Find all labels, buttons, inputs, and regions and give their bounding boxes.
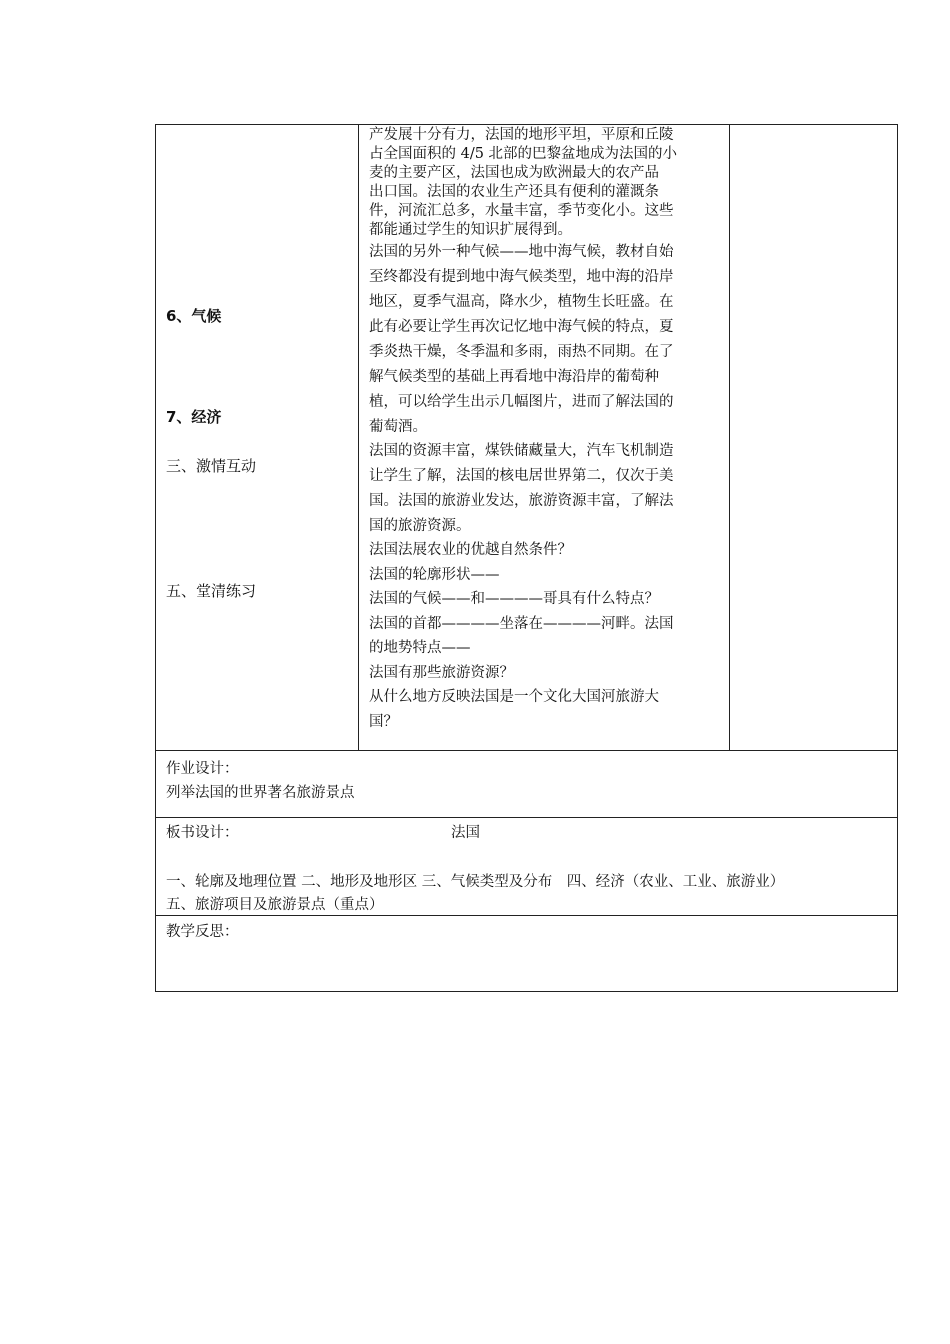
text-line: 国的旅游资源。 bbox=[369, 518, 471, 534]
economy-paragraph bbox=[369, 439, 724, 539]
reflection-row bbox=[156, 916, 897, 991]
text-line: 植，可以给学生出示几幅图片，进而了解法国的 bbox=[369, 394, 674, 410]
text-line: 解气候类型的基础上再看地中海沿岸的葡萄种 bbox=[369, 369, 659, 385]
practice-questions bbox=[369, 538, 724, 734]
homework-row bbox=[156, 751, 897, 818]
text-line: 法国的另外一种气候——地中海气候，教材自始 bbox=[369, 244, 674, 260]
lesson-plan-table bbox=[155, 124, 898, 992]
main-content-row bbox=[156, 125, 897, 751]
content-column bbox=[359, 125, 730, 750]
text-line: 出口国。法国的农业生产还具有便利的灌溉条 bbox=[369, 184, 659, 200]
notes-column bbox=[730, 125, 897, 750]
homework-label: 作业设计： bbox=[166, 761, 239, 777]
text-line: 至终都没有提到地中海气候类型，地中海的沿岸 bbox=[369, 269, 674, 285]
text-line: 麦的主要产区，法国也成为欧洲最大的农产品 bbox=[369, 165, 659, 181]
section-label-column bbox=[156, 125, 359, 750]
question-line: 法国的气候——和————哥具有什么特点？ bbox=[369, 591, 659, 607]
text-line: 法国的资源丰富，煤铁储藏量大，汽车飞机制造 bbox=[369, 443, 674, 459]
climate-label: 6、气候 bbox=[166, 307, 222, 325]
board-outline-line1: 一、轮廓及地理位置 二、地形及地形区 三、气候类型及分布 四、经济（农业、工业、旅游业） bbox=[166, 874, 785, 890]
interaction-label: 三、激情互动 bbox=[166, 457, 257, 475]
board-title: 法国 bbox=[451, 825, 480, 841]
reflection-label: 教学反思： bbox=[166, 924, 239, 940]
question-line: 法国的首都————坐落在————河畔。法国 bbox=[369, 615, 674, 632]
text-line: 都能通过学生的知识扩展得到。 bbox=[369, 222, 572, 238]
text-line: 葡萄酒。 bbox=[369, 419, 427, 435]
text-line: 让学生了解，法国的核电居世界第二，仅次于美 bbox=[369, 468, 674, 484]
board-outline-line2: 五、旅游项目及旅游景点（重点） bbox=[166, 897, 384, 913]
agriculture-paragraph bbox=[369, 126, 724, 240]
text-line: 件，河流汇总多，水量丰富，季节变化小。这些 bbox=[369, 203, 674, 219]
text-line: 产发展十分有力，法国的地形平坦，平原和丘陵 bbox=[369, 127, 674, 143]
text-line: 占全国面积的 4/5 北部的巴黎盆地成为法国的小 bbox=[369, 146, 678, 162]
question-line: 法国的轮廓形状—— bbox=[369, 566, 500, 583]
homework-content: 列举法国的世界著名旅游景点 bbox=[166, 785, 355, 801]
text-line: 季炎热干燥，冬季温和多雨，雨热不同期。在了 bbox=[369, 344, 674, 360]
economy-label: 7、经济 bbox=[166, 408, 222, 426]
text-line: 地区，夏季气温高，降水少，植物生长旺盛。在 bbox=[369, 294, 674, 310]
question-line: 的地势特点—— bbox=[369, 640, 471, 656]
text-line: 此有必要让学生再次记忆地中海气候的特点，夏 bbox=[369, 319, 674, 335]
question-line: 法国法展农业的优越自然条件？ bbox=[369, 542, 572, 558]
practice-label: 五、堂清练习 bbox=[166, 582, 257, 600]
question-line: 从什么地方反映法国是一个文化大国河旅游大 bbox=[369, 689, 659, 705]
climate-paragraph bbox=[369, 240, 724, 440]
question-line: 国？ bbox=[369, 713, 398, 730]
board-label: 板书设计： bbox=[166, 825, 239, 841]
question-line: 法国有那些旅游资源？ bbox=[369, 664, 514, 681]
board-design-row bbox=[156, 818, 897, 916]
text-line: 国。法国的旅游业发达，旅游资源丰富，了解法 bbox=[369, 493, 674, 509]
